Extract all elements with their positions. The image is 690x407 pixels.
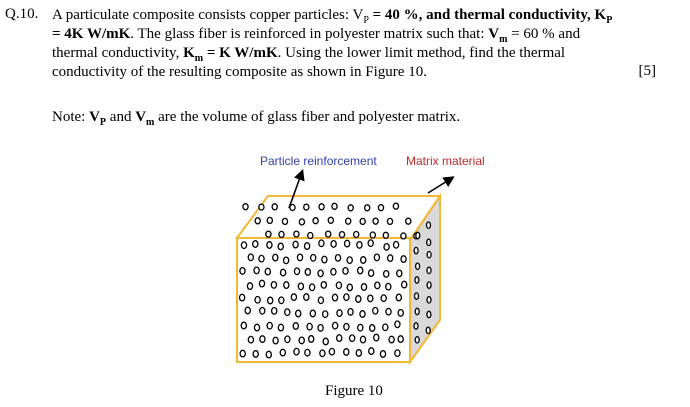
particle — [381, 295, 386, 302]
particle — [336, 282, 341, 289]
particle — [248, 336, 253, 343]
particle — [426, 327, 430, 333]
particle — [344, 324, 349, 331]
particle — [415, 308, 419, 314]
particle — [329, 348, 334, 355]
particle — [358, 267, 363, 274]
particle — [361, 257, 366, 264]
particle — [398, 336, 403, 343]
particle — [313, 218, 318, 224]
particle — [332, 203, 337, 209]
particle — [323, 311, 328, 318]
particle — [280, 349, 285, 356]
particle — [299, 219, 304, 225]
particle — [370, 232, 375, 238]
particle — [282, 218, 287, 224]
particle — [305, 269, 310, 276]
particle — [279, 297, 284, 304]
particle — [294, 231, 299, 237]
particle — [293, 241, 298, 248]
particle — [260, 308, 265, 315]
particle — [240, 268, 245, 275]
particle — [284, 257, 289, 264]
particle — [305, 243, 310, 250]
particle — [323, 338, 328, 345]
matrix-arrow — [428, 178, 452, 193]
particle — [254, 324, 259, 331]
particle — [343, 268, 348, 275]
particle — [259, 280, 264, 287]
particle — [307, 323, 312, 330]
particle — [333, 322, 338, 329]
particle — [245, 307, 250, 314]
question-line-1: A particulate composite consists copper particles: $V_P = 40$ %, and thermal conductivity, $K_P$ — [52, 7, 613, 26]
particle — [305, 349, 310, 356]
particle — [383, 324, 388, 331]
particle — [378, 205, 383, 211]
particle — [401, 233, 406, 239]
particle — [319, 240, 324, 247]
particle — [384, 271, 389, 278]
particle — [294, 348, 299, 355]
particle — [360, 311, 365, 318]
particle — [298, 283, 303, 290]
particle — [388, 255, 393, 262]
particle — [427, 239, 431, 245]
particle — [414, 323, 418, 329]
particle — [374, 334, 379, 341]
particle — [321, 282, 326, 289]
particle — [395, 350, 400, 357]
particle — [248, 254, 253, 261]
particle — [308, 233, 313, 239]
particle — [339, 232, 344, 238]
particle — [304, 294, 309, 301]
particle — [347, 284, 352, 291]
particle — [272, 308, 277, 315]
figure-caption: Figure 10 — [325, 383, 383, 399]
particle — [267, 242, 272, 249]
particle — [265, 268, 270, 275]
particle — [414, 247, 418, 253]
particle — [240, 350, 245, 357]
question-line-3: thermal conductivity, $K_m = K$ W/mK. Using the lower limit method, find the thermal — [52, 45, 566, 64]
question-line-2: = 4K W/mK. The glass fiber is reinforced in polyester matrix such that: $V_m = 60$ % and — [52, 26, 581, 45]
particle — [253, 351, 258, 358]
particle — [401, 256, 406, 263]
particle — [416, 232, 420, 238]
particle — [383, 232, 388, 238]
particle — [365, 205, 370, 211]
particle — [373, 218, 378, 224]
particle — [247, 283, 252, 290]
particle — [386, 283, 391, 290]
particle — [296, 310, 301, 317]
particle — [255, 297, 260, 304]
particle — [354, 232, 359, 238]
particle — [310, 284, 315, 291]
particle — [311, 254, 316, 261]
particle — [331, 241, 336, 248]
particle — [360, 336, 365, 343]
particle — [322, 256, 327, 263]
particle — [278, 324, 283, 331]
particle — [241, 322, 246, 329]
particle — [318, 325, 323, 332]
particle — [427, 222, 431, 228]
particle — [267, 217, 272, 223]
question-line-4: conductivity of the resulting composite as shown in Figure 10. — [52, 64, 427, 80]
particle — [369, 348, 374, 355]
particle — [335, 255, 340, 262]
particle-reinforcement-label: Particle reinforcement — [260, 154, 377, 168]
particle — [356, 350, 361, 357]
particle — [393, 203, 398, 209]
particle — [332, 294, 337, 301]
particle — [345, 240, 350, 247]
particle — [350, 335, 355, 342]
particle — [285, 309, 290, 316]
question-number: Q.10. — [5, 6, 39, 22]
particle — [294, 268, 299, 275]
particle — [368, 295, 373, 302]
particle — [427, 252, 431, 258]
particle — [370, 325, 375, 332]
particle — [266, 351, 271, 358]
particle — [291, 294, 296, 301]
particle — [415, 277, 419, 283]
particle — [357, 242, 362, 249]
particle — [297, 254, 302, 261]
particle — [394, 242, 399, 249]
particle — [395, 321, 400, 328]
particle — [369, 270, 374, 277]
particle — [427, 282, 431, 288]
particle — [268, 297, 273, 304]
particle — [415, 337, 419, 343]
particle — [427, 311, 431, 317]
particle — [259, 255, 264, 262]
particle — [346, 218, 351, 224]
particle — [387, 218, 392, 224]
particle — [427, 297, 431, 303]
particle — [427, 267, 431, 273]
particle — [267, 322, 272, 329]
particle — [241, 242, 246, 249]
particle — [344, 349, 349, 356]
particle — [266, 231, 271, 237]
particle — [389, 336, 394, 343]
particle — [358, 324, 363, 331]
particle — [271, 282, 276, 289]
particle — [304, 204, 309, 210]
particle — [281, 269, 286, 276]
particle — [310, 310, 315, 317]
particle — [255, 218, 260, 224]
matrix-material-label: Matrix material — [406, 154, 485, 168]
particle — [380, 351, 385, 358]
particle — [253, 241, 258, 248]
particle — [386, 308, 391, 315]
particle — [320, 350, 325, 357]
particle — [243, 204, 248, 210]
particle — [318, 270, 323, 277]
particle — [284, 282, 289, 289]
particle — [326, 231, 331, 237]
particle — [373, 308, 378, 315]
note: Note: $V_P$ and $V_m$ are the volume of glass fiber and polyester matrix. — [52, 109, 461, 128]
particle — [396, 294, 401, 301]
particle — [273, 337, 278, 344]
particle — [375, 282, 380, 289]
particle — [368, 240, 373, 247]
particle — [260, 336, 265, 343]
particle — [254, 267, 259, 274]
particle — [356, 296, 361, 303]
particle — [360, 218, 365, 224]
particle — [398, 310, 403, 317]
particle — [397, 270, 402, 277]
particle — [374, 254, 379, 261]
question-marks: [5] — [638, 63, 656, 79]
particle — [273, 254, 278, 261]
particle — [240, 294, 245, 301]
particle — [348, 309, 353, 316]
particle — [331, 269, 336, 276]
particle — [279, 231, 284, 237]
particle — [309, 336, 314, 343]
particle — [361, 284, 366, 291]
particle — [318, 297, 323, 304]
particle — [402, 281, 407, 288]
particle — [272, 204, 277, 210]
particle — [319, 204, 324, 210]
particle — [348, 205, 353, 211]
particle — [347, 257, 352, 264]
particle — [415, 293, 419, 299]
particle — [416, 263, 420, 269]
particle — [285, 336, 290, 343]
particle — [384, 244, 389, 251]
particle — [344, 294, 349, 301]
particle — [259, 204, 264, 210]
particle — [293, 323, 298, 330]
particle — [337, 335, 342, 342]
particle — [328, 217, 333, 223]
particle — [299, 337, 304, 344]
particle — [337, 310, 342, 317]
particle — [278, 243, 283, 250]
particle — [406, 218, 411, 224]
